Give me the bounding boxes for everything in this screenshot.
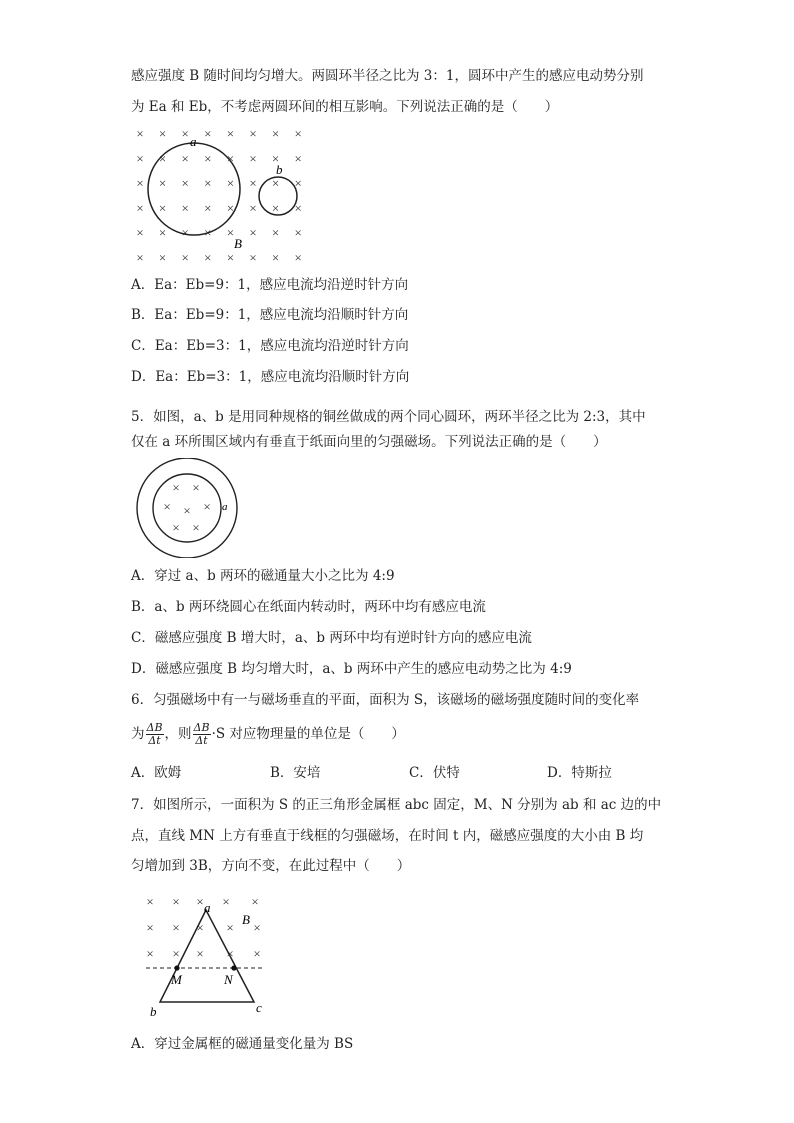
svg-text:×: × xyxy=(251,894,259,909)
field-cross: × xyxy=(226,175,235,191)
field-cross: × xyxy=(158,175,167,191)
field-cross: × xyxy=(136,200,144,216)
field-cross: × xyxy=(294,175,302,191)
svg-text:×: × xyxy=(196,894,204,909)
field-cross: × xyxy=(294,200,302,216)
ring-a-label: a xyxy=(222,501,228,513)
svg-text:×: × xyxy=(226,946,234,961)
field-cross: × xyxy=(226,126,235,141)
field-cross: × xyxy=(271,175,280,191)
point-N-label: N xyxy=(224,972,233,987)
svg-text:×: × xyxy=(172,480,180,495)
svg-text:×: × xyxy=(222,894,230,909)
svg-text:×: × xyxy=(146,894,154,909)
field-B-label: B xyxy=(242,912,250,927)
q6-fraction-1: $\frac{\Delta B}{\Delta t}$ xyxy=(146,721,163,747)
vertex-c-label: c xyxy=(256,1000,262,1015)
q6-stem-mid: ，则 xyxy=(164,726,192,742)
field-cross: × xyxy=(158,225,167,241)
q5-option-c: C．磁感应强度 B 增大时，a、b 两环中均有逆时针方向的感应电流 xyxy=(131,630,532,646)
field-cross: × xyxy=(271,225,280,241)
ring-a-label: a xyxy=(190,134,197,149)
field-cross: × xyxy=(204,200,212,216)
svg-text:×: × xyxy=(253,920,261,935)
q5-option-d: D．磁感应强度 B 均匀增大时，a、b 两环中产生的感应电动势之比为 4:9 xyxy=(131,661,572,677)
q4-option-d: D．Ea：Eb=3：1，感应电流均沿顺时针方向 xyxy=(131,369,410,385)
q7-stem-line1: 7．如图所示，一面积为 S 的正三角形金属框 abc 固定，M、N 分别为 ab 和 ac 边的中 xyxy=(131,797,662,813)
svg-text:×: × xyxy=(192,520,200,535)
svg-text:×: × xyxy=(203,499,211,514)
field-cross: × xyxy=(181,225,189,241)
field-cross: × xyxy=(181,175,189,191)
field-cross: × xyxy=(136,126,144,141)
svg-text:×: × xyxy=(192,480,200,495)
field-cross: × xyxy=(271,126,280,141)
field-cross: × xyxy=(204,150,212,166)
field-cross: × xyxy=(158,150,167,166)
field-cross: × xyxy=(204,126,212,141)
svg-text:×: × xyxy=(163,499,171,514)
q4-option-a: A．Ea：Eb=9：1，感应电流均沿逆时针方向 xyxy=(131,277,409,293)
field-cross: × xyxy=(181,250,189,265)
q5-option-b: B．a、b 两环绕圆心在纸面内转动时，两环中均有感应电流 xyxy=(131,599,486,615)
q4-option-c: C．Ea：Eb=3：1，感应电流均沿逆时针方向 xyxy=(131,338,409,354)
svg-text:×: × xyxy=(196,946,204,961)
q6-stem-line1: 6．匀强磁场中有一与磁场垂直的平面，面积为 S，该磁场的磁场强度随时间的变化率 xyxy=(131,692,640,708)
svg-text:×: × xyxy=(172,946,180,961)
field-cross: × xyxy=(271,250,280,265)
field-cross: × xyxy=(158,126,167,141)
q4-figure xyxy=(128,122,328,267)
q6-option-a: A．欧姆 xyxy=(131,765,182,781)
field-cross: × xyxy=(158,200,167,216)
field-cross: × xyxy=(249,175,257,191)
field-cross: × xyxy=(294,250,302,265)
q6-option-c: C．伏特 xyxy=(409,765,460,781)
svg-text:×: × xyxy=(146,946,154,961)
field-cross: × xyxy=(226,200,235,216)
field-cross: × xyxy=(226,225,235,241)
q7-option-a: A．穿过金属框的磁通量变化量为 BS xyxy=(131,1036,354,1052)
svg-text:×: × xyxy=(172,920,180,935)
field-cross: × xyxy=(204,175,212,191)
q6-option-d: D．特斯拉 xyxy=(547,765,612,781)
q5-stem-line2: 仅在 a 环所围区域内有垂直于纸面向里的匀强磁场。下列说法正确的是（ ） xyxy=(131,434,607,450)
field-cross: × xyxy=(271,200,280,216)
field-cross: × xyxy=(181,126,189,141)
q5-stem-line1: 5．如图，a、b 是用同种规格的铜丝做成的两个同心圆环，两环半径之比为 2:3，其中 xyxy=(131,409,646,425)
q6-option-b: B．安培 xyxy=(270,765,321,781)
field-cross: × xyxy=(249,150,257,166)
svg-text:×: × xyxy=(196,920,204,935)
q4-stem-line1: 感应强度 B 随时间均匀增大。两圆环半径之比为 3：1，圆环中产生的感应电动势分别 xyxy=(131,68,644,84)
point-M-label: M xyxy=(171,972,182,987)
svg-text:×: × xyxy=(146,920,154,935)
q6-stem-line2 xyxy=(131,718,405,750)
field-cross: × xyxy=(249,200,257,216)
ring-b-label: b xyxy=(276,162,283,177)
svg-text:×: × xyxy=(172,894,180,909)
field-cross: × xyxy=(226,250,235,265)
svg-text:×: × xyxy=(183,503,191,518)
field-cross: × xyxy=(136,175,144,191)
field-cross: × xyxy=(204,250,212,265)
q7-stem-line2: 点，直线 MN 上方有垂直于线框的匀强磁场，在时间 t 内，磁感应强度的大小由 B 均 xyxy=(131,828,644,844)
field-cross: × xyxy=(249,126,257,141)
q7-figure xyxy=(140,892,280,1022)
field-cross: × xyxy=(204,225,212,241)
field-cross: × xyxy=(136,150,144,166)
q5-option-a: A．穿过 a、b 两环的磁通量大小之比为 4:9 xyxy=(131,568,395,584)
field-cross: × xyxy=(136,225,144,241)
field-cross: × xyxy=(158,250,167,265)
field-cross: × xyxy=(136,250,144,265)
field-cross: × xyxy=(271,150,280,166)
field-cross: × xyxy=(294,126,302,141)
field-cross: × xyxy=(294,150,302,166)
vertex-a-label: a xyxy=(204,900,211,915)
field-cross: × xyxy=(249,225,257,241)
q4-stem-line2: 为 Ea 和 Eb，不考虑两圆环间的相互影响。下列说法正确的是（ ） xyxy=(131,99,559,115)
point-N xyxy=(231,965,236,970)
q6-stem-pre: 为 xyxy=(131,726,145,742)
q5-figure xyxy=(132,458,242,558)
vertex-b-label: b xyxy=(150,1004,157,1019)
field-cross: × xyxy=(181,150,189,166)
magnetic-field-cross-grid xyxy=(136,126,302,265)
field-cross: × xyxy=(294,225,302,241)
q4-option-b: B．Ea：Eb=9：1，感应电流均沿顺时针方向 xyxy=(131,307,409,323)
q6-stem-post: ·S 对应物理量的单位是（ ） xyxy=(211,726,405,742)
svg-text:×: × xyxy=(172,520,180,535)
field-B-label: B xyxy=(234,236,242,251)
inner-field-crosses xyxy=(163,480,210,535)
svg-text:×: × xyxy=(226,920,234,935)
field-cross: × xyxy=(249,250,257,265)
svg-text:×: × xyxy=(253,946,261,961)
field-cross: × xyxy=(181,200,189,216)
field-cross: × xyxy=(226,150,235,166)
q7-stem-line3: 匀增加到 3B，方向不变，在此过程中（ ） xyxy=(131,858,411,874)
point-M xyxy=(174,965,179,970)
q6-fraction-2: $\frac{\Delta B}{\Delta t}$ xyxy=(193,721,210,747)
